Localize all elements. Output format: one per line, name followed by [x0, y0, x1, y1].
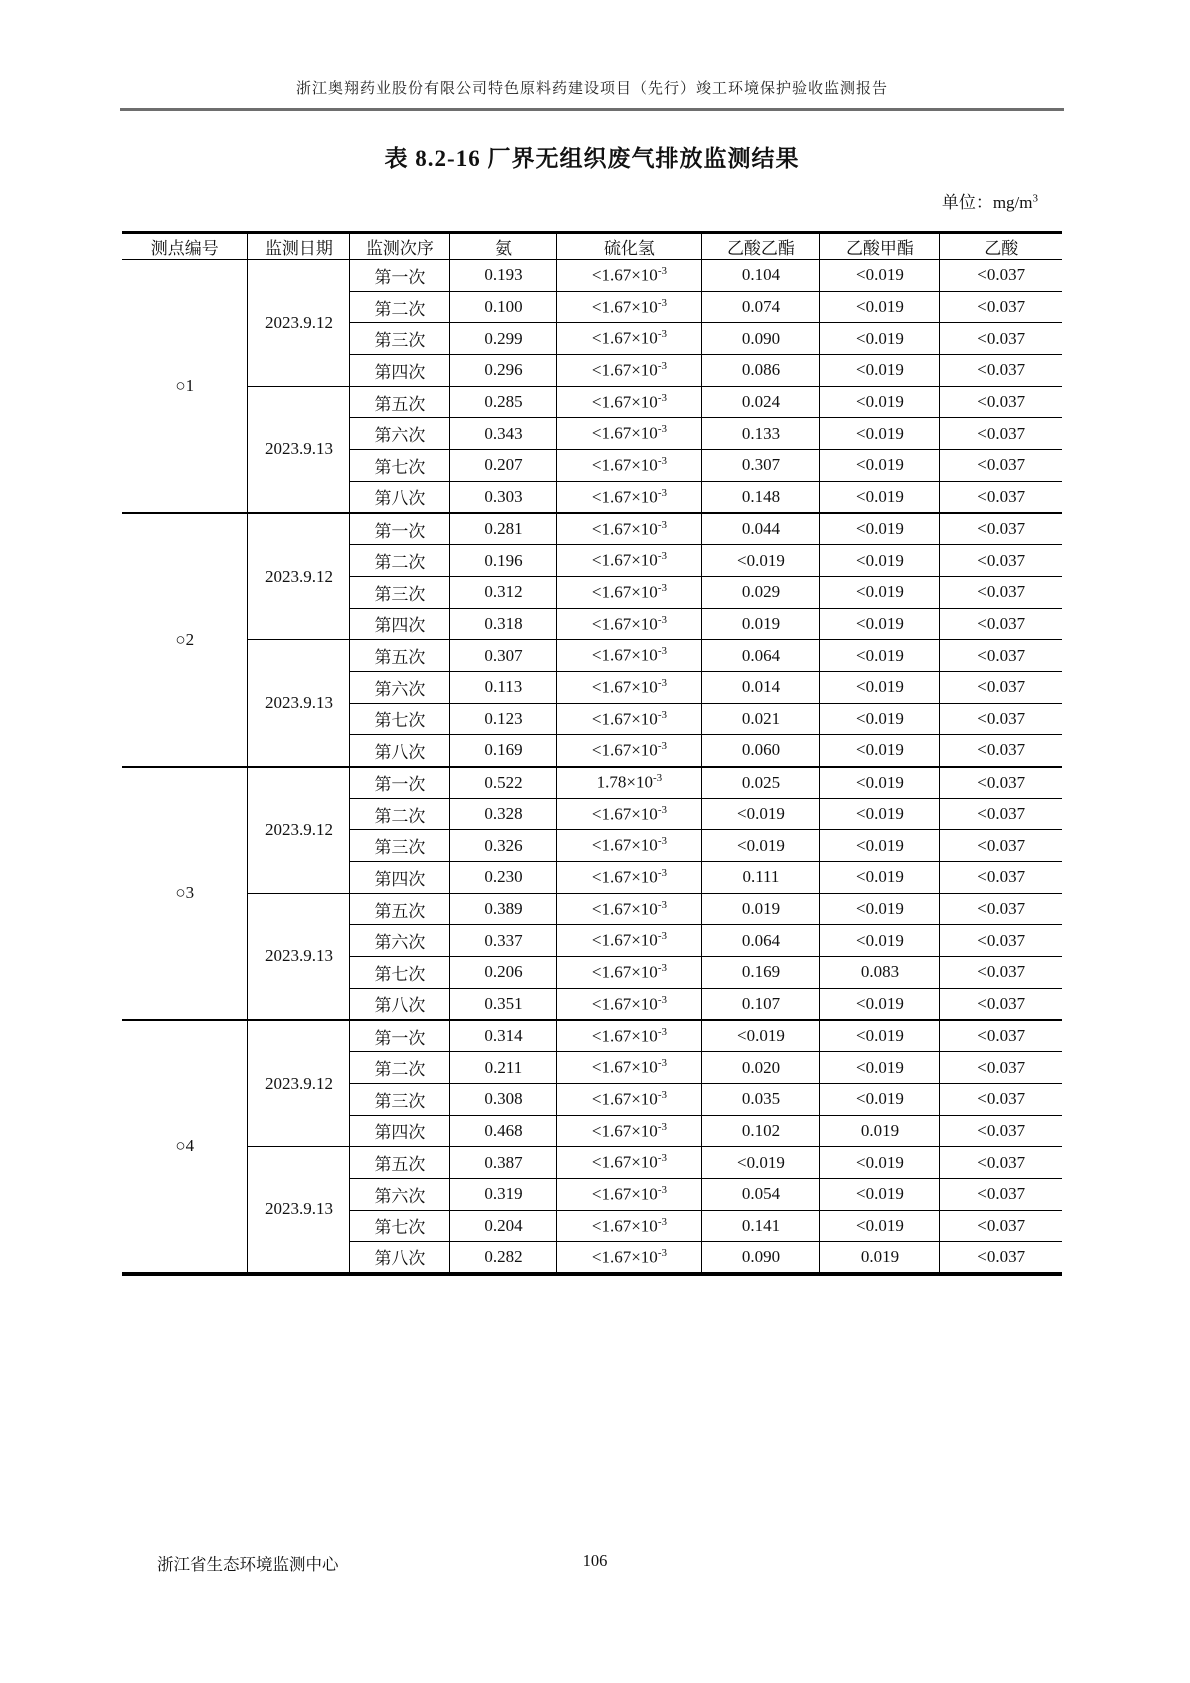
value-cell: <0.037 — [940, 1242, 1062, 1274]
value-cell: 0.035 — [702, 1083, 820, 1115]
sequence-cell: 第四次 — [350, 355, 450, 387]
value-cell: <0.019 — [820, 450, 940, 482]
value-cell: <0.037 — [940, 735, 1062, 767]
value-cell: $<1.67\times 10^{-3}$ — [557, 988, 702, 1020]
sequence-cell: 第五次 — [350, 1147, 450, 1179]
value-cell: 0.054 — [702, 1178, 820, 1210]
value-cell: $<1.67\times 10^{-3}$ — [557, 418, 702, 450]
sequence-cell: 第二次 — [350, 798, 450, 830]
sequence-cell: 第二次 — [350, 291, 450, 323]
value-cell: 0.019 — [702, 893, 820, 925]
value-cell: <0.019 — [820, 386, 940, 418]
sequence-cell: 第七次 — [350, 703, 450, 735]
value-cell: <0.019 — [820, 830, 940, 862]
value-cell: $<1.67\times 10^{-3}$ — [557, 1115, 702, 1147]
date-cell: 2023.9.13 — [248, 386, 350, 513]
sequence-cell: 第六次 — [350, 671, 450, 703]
value-cell: $<1.67\times 10^{-3}$ — [557, 1020, 702, 1052]
column-header: 乙酸 — [940, 233, 1062, 260]
value-cell: $<1.67\times 10^{-3}$ — [557, 545, 702, 577]
value-cell: <0.019 — [702, 1147, 820, 1179]
value-cell: 0.343 — [450, 418, 557, 450]
sequence-cell: 第一次 — [350, 260, 450, 292]
value-cell: $<1.67\times 10^{-3}$ — [557, 1147, 702, 1179]
sequence-cell: 第四次 — [350, 862, 450, 894]
value-cell: 0.314 — [450, 1020, 557, 1052]
value-cell: <0.037 — [940, 386, 1062, 418]
value-cell: <0.037 — [940, 1210, 1062, 1242]
table-header — [122, 233, 1062, 260]
value-cell: 0.014 — [702, 671, 820, 703]
value-cell: <0.019 — [820, 608, 940, 640]
value-cell: 0.312 — [450, 576, 557, 608]
value-cell: <0.037 — [940, 1083, 1062, 1115]
value-cell: 0.206 — [450, 957, 557, 989]
value-cell: <0.019 — [820, 988, 940, 1020]
value-cell: 0.308 — [450, 1083, 557, 1115]
value-cell: 0.113 — [450, 671, 557, 703]
sequence-cell: 第五次 — [350, 640, 450, 672]
value-cell: <0.037 — [940, 1052, 1062, 1084]
date-cell: 2023.9.13 — [248, 893, 350, 1020]
value-cell: <0.019 — [820, 798, 940, 830]
value-cell: 0.100 — [450, 291, 557, 323]
sequence-cell: 第二次 — [350, 1052, 450, 1084]
value-cell: 0.104 — [702, 260, 820, 292]
value-cell: $<1.67\times 10^{-3}$ — [557, 1210, 702, 1242]
value-cell: 0.337 — [450, 925, 557, 957]
value-cell: $<1.67\times 10^{-3}$ — [557, 1083, 702, 1115]
value-cell: 0.019 — [820, 1115, 940, 1147]
value-cell: 0.024 — [702, 386, 820, 418]
value-cell: 0.029 — [702, 576, 820, 608]
value-cell: <0.019 — [820, 735, 940, 767]
value-cell: <0.037 — [940, 798, 1062, 830]
value-cell: <0.019 — [820, 481, 940, 513]
value-cell: $<1.67\times 10^{-3}$ — [557, 450, 702, 482]
value-cell: 0.318 — [450, 608, 557, 640]
value-cell: <0.037 — [940, 481, 1062, 513]
value-cell: <0.037 — [940, 576, 1062, 608]
date-cell: 2023.9.13 — [248, 640, 350, 767]
value-cell: 0.307 — [702, 450, 820, 482]
column-header: 测点编号 — [122, 233, 248, 260]
value-cell: $<1.67\times 10^{-3}$ — [557, 703, 702, 735]
value-cell: <0.037 — [940, 450, 1062, 482]
value-cell: $1.78\times 10^{-3}$ — [557, 767, 702, 799]
value-cell: 0.133 — [702, 418, 820, 450]
unit-label: 单位：$mg/m^3$ — [941, 192, 1038, 212]
sequence-cell: 第六次 — [350, 418, 450, 450]
value-cell: <0.037 — [940, 1147, 1062, 1179]
header-row — [122, 233, 1062, 260]
value-cell: 0.307 — [450, 640, 557, 672]
sequence-cell: 第六次 — [350, 1178, 450, 1210]
date-cell: 2023.9.12 — [248, 260, 350, 387]
value-cell: 0.090 — [702, 323, 820, 355]
date-cell: 2023.9.12 — [248, 513, 350, 640]
value-cell: $<1.67\times 10^{-3}$ — [557, 957, 702, 989]
value-cell: $<1.67\times 10^{-3}$ — [557, 608, 702, 640]
value-cell: $<1.67\times 10^{-3}$ — [557, 798, 702, 830]
value-cell: <0.019 — [820, 1083, 940, 1115]
point-section — [122, 767, 1062, 1021]
value-cell: $<1.67\times 10^{-3}$ — [557, 481, 702, 513]
value-cell: <0.019 — [820, 1147, 940, 1179]
value-cell: <0.019 — [820, 862, 940, 894]
value-cell: <0.037 — [940, 703, 1062, 735]
value-cell: $<1.67\times 10^{-3}$ — [557, 893, 702, 925]
table-row — [122, 260, 1062, 292]
value-cell: 0.319 — [450, 1178, 557, 1210]
value-cell: 0.281 — [450, 513, 557, 545]
value-cell: 0.123 — [450, 703, 557, 735]
table-row — [122, 893, 1062, 925]
sequence-cell: 第一次 — [350, 1020, 450, 1052]
value-cell: 0.196 — [450, 545, 557, 577]
value-cell: <0.037 — [940, 862, 1062, 894]
value-cell: 0.019 — [820, 1242, 940, 1274]
value-cell: <0.019 — [820, 1052, 940, 1084]
value-cell: <0.019 — [820, 323, 940, 355]
table-row — [122, 513, 1062, 545]
value-cell: 0.468 — [450, 1115, 557, 1147]
table-row — [122, 640, 1062, 672]
point-section — [122, 260, 1062, 514]
value-cell: $<1.67\times 10^{-3}$ — [557, 323, 702, 355]
value-cell: $<1.67\times 10^{-3}$ — [557, 1178, 702, 1210]
monitoring-results-table — [122, 231, 1062, 1276]
value-cell: <0.037 — [940, 988, 1062, 1020]
table-row — [122, 386, 1062, 418]
date-cell: 2023.9.12 — [248, 1020, 350, 1147]
value-cell: <0.019 — [702, 830, 820, 862]
value-cell: <0.019 — [820, 671, 940, 703]
value-cell: 0.044 — [702, 513, 820, 545]
value-cell: <0.019 — [820, 1210, 940, 1242]
column-header: 监测日期 — [248, 233, 350, 260]
value-cell: $<1.67\times 10^{-3}$ — [557, 862, 702, 894]
value-cell: 0.020 — [702, 1052, 820, 1084]
value-cell: 0.211 — [450, 1052, 557, 1084]
value-cell: <0.019 — [820, 418, 940, 450]
sequence-cell: 第三次 — [350, 830, 450, 862]
sequence-cell: 第四次 — [350, 1115, 450, 1147]
doc-header-title: 浙江奥翔药业股份有限公司特色原料药建设项目（先行）竣工环境保护验收监测报告 — [295, 81, 888, 97]
table-title: 表 8.2-16 厂界无组织废气排放监测结果 — [384, 146, 800, 171]
sequence-cell: 第一次 — [350, 513, 450, 545]
point-id-cell: ○2 — [122, 513, 248, 767]
value-cell: $<1.67\times 10^{-3}$ — [557, 1052, 702, 1084]
value-cell: <0.037 — [940, 830, 1062, 862]
value-cell: 0.111 — [702, 862, 820, 894]
value-cell: 0.019 — [702, 608, 820, 640]
value-cell: 0.169 — [450, 735, 557, 767]
value-cell: <0.019 — [820, 1020, 940, 1052]
column-header: 监测次序 — [350, 233, 450, 260]
sequence-cell: 第八次 — [350, 988, 450, 1020]
sequence-cell: 第八次 — [350, 481, 450, 513]
value-cell: 0.389 — [450, 893, 557, 925]
value-cell: $<1.67\times 10^{-3}$ — [557, 1242, 702, 1274]
value-cell: 0.193 — [450, 260, 557, 292]
footer-organization: 浙江省生态环境监测中心 — [157, 1555, 339, 1574]
value-cell: 0.141 — [702, 1210, 820, 1242]
table-row — [122, 1147, 1062, 1179]
table-row — [122, 767, 1062, 799]
value-cell: <0.019 — [820, 893, 940, 925]
value-cell: 0.060 — [702, 735, 820, 767]
value-cell: 0.285 — [450, 386, 557, 418]
value-cell: $<1.67\times 10^{-3}$ — [557, 386, 702, 418]
sequence-cell: 第一次 — [350, 767, 450, 799]
column-header: 乙酸甲酯 — [820, 233, 940, 260]
value-cell: 0.207 — [450, 450, 557, 482]
value-cell: <0.037 — [940, 323, 1062, 355]
sequence-cell: 第二次 — [350, 545, 450, 577]
page-footer — [0, 1551, 1190, 1574]
value-cell: $<1.67\times 10^{-3}$ — [557, 576, 702, 608]
value-cell: <0.019 — [820, 703, 940, 735]
value-cell: 0.021 — [702, 703, 820, 735]
value-cell: <0.037 — [940, 671, 1062, 703]
value-cell: $<1.67\times 10^{-3}$ — [557, 513, 702, 545]
sequence-cell: 第六次 — [350, 925, 450, 957]
value-cell: <0.019 — [820, 1178, 940, 1210]
value-cell: 0.299 — [450, 323, 557, 355]
sequence-cell: 第五次 — [350, 386, 450, 418]
header-rule — [120, 108, 1064, 111]
value-cell: 0.102 — [702, 1115, 820, 1147]
value-cell: <0.037 — [940, 355, 1062, 387]
page-number: 106 — [582, 1551, 608, 1570]
value-cell: <0.037 — [940, 418, 1062, 450]
value-cell: <0.019 — [820, 767, 940, 799]
value-cell: 0.064 — [702, 925, 820, 957]
value-cell: 0.204 — [450, 1210, 557, 1242]
value-cell: <0.037 — [940, 291, 1062, 323]
value-cell: <0.019 — [820, 291, 940, 323]
point-id-cell: ○3 — [122, 767, 248, 1021]
value-cell: 0.025 — [702, 767, 820, 799]
value-cell: <0.019 — [820, 640, 940, 672]
sequence-cell: 第七次 — [350, 957, 450, 989]
value-cell: 0.074 — [702, 291, 820, 323]
value-cell: <0.037 — [940, 957, 1062, 989]
column-header: 硫化氢 — [557, 233, 702, 260]
value-cell: $<1.67\times 10^{-3}$ — [557, 640, 702, 672]
value-cell: $<1.67\times 10^{-3}$ — [557, 925, 702, 957]
value-cell: <0.037 — [940, 513, 1062, 545]
value-cell: 0.064 — [702, 640, 820, 672]
value-cell: 0.169 — [702, 957, 820, 989]
sequence-cell: 第三次 — [350, 576, 450, 608]
table-row — [122, 1020, 1062, 1052]
value-cell: <0.019 — [702, 545, 820, 577]
value-cell: $<1.67\times 10^{-3}$ — [557, 671, 702, 703]
value-cell: <0.037 — [940, 767, 1062, 799]
sequence-cell: 第三次 — [350, 1083, 450, 1115]
column-header: 氨 — [450, 233, 557, 260]
point-section — [122, 1020, 1062, 1274]
value-cell: 0.086 — [702, 355, 820, 387]
value-cell: $<1.67\times 10^{-3}$ — [557, 830, 702, 862]
value-cell: <0.019 — [702, 1020, 820, 1052]
sequence-cell: 第八次 — [350, 1242, 450, 1274]
value-cell: <0.019 — [820, 513, 940, 545]
value-cell: <0.037 — [940, 260, 1062, 292]
value-cell: 0.328 — [450, 798, 557, 830]
value-cell: $<1.67\times 10^{-3}$ — [557, 260, 702, 292]
value-cell: 0.326 — [450, 830, 557, 862]
value-cell: <0.037 — [940, 925, 1062, 957]
value-cell: <0.019 — [820, 355, 940, 387]
point-id-cell: ○1 — [122, 260, 248, 514]
value-cell: 0.303 — [450, 481, 557, 513]
sequence-cell: 第七次 — [350, 1210, 450, 1242]
value-cell: $<1.67\times 10^{-3}$ — [557, 735, 702, 767]
date-cell: 2023.9.13 — [248, 1147, 350, 1274]
value-cell: 0.090 — [702, 1242, 820, 1274]
sequence-cell: 第四次 — [350, 608, 450, 640]
value-cell: $<1.67\times 10^{-3}$ — [557, 291, 702, 323]
value-cell: <0.037 — [940, 640, 1062, 672]
value-cell: <0.019 — [820, 576, 940, 608]
value-cell: <0.037 — [940, 608, 1062, 640]
value-cell: 0.107 — [702, 988, 820, 1020]
value-cell: 0.230 — [450, 862, 557, 894]
sequence-cell: 第五次 — [350, 893, 450, 925]
value-cell: <0.037 — [940, 1178, 1062, 1210]
value-cell: $<1.67\times 10^{-3}$ — [557, 355, 702, 387]
sequence-cell: 第八次 — [350, 735, 450, 767]
value-cell: <0.037 — [940, 893, 1062, 925]
value-cell: 0.522 — [450, 767, 557, 799]
value-cell: 0.148 — [702, 481, 820, 513]
value-cell: 0.387 — [450, 1147, 557, 1179]
date-cell: 2023.9.12 — [248, 767, 350, 894]
value-cell: <0.019 — [820, 545, 940, 577]
point-section — [122, 513, 1062, 767]
value-cell: 0.083 — [820, 957, 940, 989]
sequence-cell: 第三次 — [350, 323, 450, 355]
value-cell: 0.351 — [450, 988, 557, 1020]
value-cell: 0.296 — [450, 355, 557, 387]
value-cell: <0.019 — [820, 925, 940, 957]
value-cell: 0.282 — [450, 1242, 557, 1274]
value-cell: <0.037 — [940, 1115, 1062, 1147]
column-header: 乙酸乙酯 — [702, 233, 820, 260]
value-cell: <0.019 — [820, 260, 940, 292]
value-cell: <0.037 — [940, 1020, 1062, 1052]
value-cell: <0.037 — [940, 545, 1062, 577]
value-cell: <0.019 — [702, 798, 820, 830]
sequence-cell: 第七次 — [350, 450, 450, 482]
point-id-cell: ○4 — [122, 1020, 248, 1274]
